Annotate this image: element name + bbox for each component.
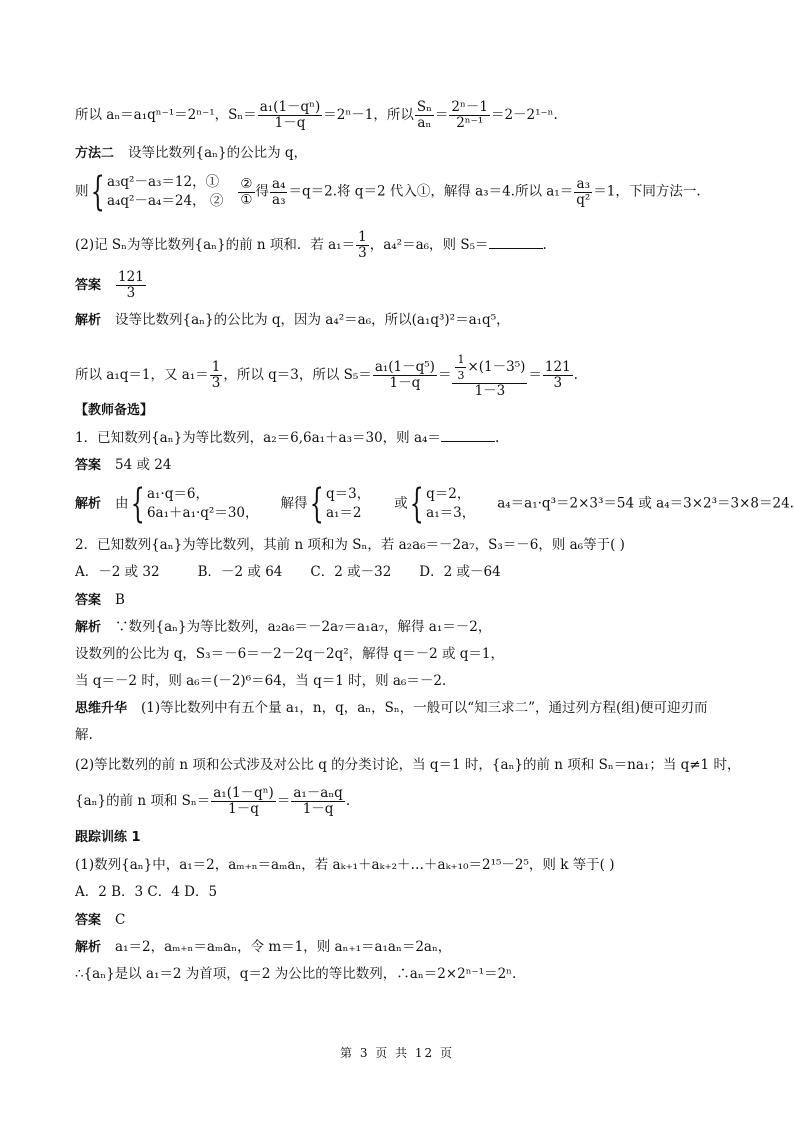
equation-system xyxy=(89,169,224,215)
text: (2)记 Sₙ为等比数列{aₙ}的前 n 项和．若 a₁＝ xyxy=(75,237,356,253)
question-2-line: 2．已知数列{aₙ}为等比数列，其前 n 项和为 Sₙ，若 a₂a₆＝－2a₇，S₃＝－6，则 a₆等于( ) xyxy=(75,537,625,553)
text: ＝ xyxy=(528,367,542,383)
numerator: a₁(1－qⁿ) xyxy=(213,785,274,801)
denominator: 3 xyxy=(553,375,563,391)
analysis-line-3: 当 q＝－2 时，则 a₆＝(－2)⁶＝64，当 q＝1 时，则 a₆＝－2. xyxy=(75,673,447,689)
fraction xyxy=(543,360,573,391)
answer-label: 答案 xyxy=(75,278,102,293)
denominator: 1－q xyxy=(302,801,334,817)
equation-row: a₄q²－a₄＝24， ② xyxy=(106,193,224,209)
analysis-label: 解析 xyxy=(75,496,102,512)
text: ，a₄²＝a₆，则 S₅＝ xyxy=(369,237,489,253)
denominator: 3 xyxy=(358,245,367,261)
option-d: D．2 或－64 xyxy=(419,564,501,580)
text: ＝ xyxy=(437,367,452,383)
line-1 xyxy=(75,100,558,131)
practice-question: (1)数列{aₙ}中，a₁＝2，aₘ₊ₙ＝aₘaₙ，若 aₖ₊₁＋aₖ₊₂＋…＋aₖ₊₁₀＝2¹⁵－2⁵，则 k 等于( ) xyxy=(75,857,615,873)
fraction xyxy=(356,230,369,261)
denominator: 1－3 xyxy=(474,383,506,399)
numerator: 1 xyxy=(457,353,465,366)
text: ＝2ⁿ－1，所以 xyxy=(323,107,414,123)
numerator: a₄ xyxy=(272,175,286,192)
text: 1．已知数列{aₙ}为等比数列，a₂＝6,6a₁＋a₃＝30，则 a₄＝ xyxy=(75,430,441,446)
fraction xyxy=(210,360,223,391)
denominator: 3 xyxy=(211,375,221,391)
denominator: ① xyxy=(240,191,253,208)
text: 所以 aₙ＝a₁qⁿ⁻¹＝2ⁿ⁻¹，Sₙ＝ xyxy=(75,107,257,123)
numerator: a₁－aₙq xyxy=(293,785,343,801)
text: (1)等比数列中有五个量 a₁，n，q，aₙ，Sₙ，一般可以“知三求二”，通过列方程(组)便可迎刃而 xyxy=(141,700,708,716)
analysis-line xyxy=(75,618,491,637)
text: a₄＝a₁·q³＝2×3³＝54 或 a₄＝3×2³＝3×8＝24. xyxy=(497,495,794,512)
analysis-line-2: ∴{aₙ}是以 a₁＝2 为首项，q＝2 为公比的等比数列，∴aₙ＝2×2ⁿ⁻¹＝2ⁿ. xyxy=(75,966,517,982)
text: 设等比数列{aₙ}的公比为 q， xyxy=(128,145,308,161)
fraction xyxy=(291,786,345,817)
denominator: 3 xyxy=(126,285,136,301)
answer-value: 54 或 24 xyxy=(115,457,172,473)
text: 设等比数列{aₙ}的公比为 q，因为 a₄²＝a₆，所以(a₁q³)²＝a₁q⁵， xyxy=(115,312,510,328)
answer-line xyxy=(75,456,171,475)
summary-label: 思维升华 xyxy=(75,701,128,716)
answer-value: B xyxy=(115,592,125,608)
numerator: ② xyxy=(240,175,253,192)
text: 或 xyxy=(394,495,408,512)
denominator: 1－q xyxy=(389,375,421,391)
analysis-line xyxy=(75,311,510,330)
page-footer: 第 3 页 共 12 页 xyxy=(340,1046,454,1060)
text: ＝1，下同方法一. xyxy=(593,183,701,200)
answer-line xyxy=(75,911,125,930)
numerator: a₃ xyxy=(574,177,592,193)
answer-blank xyxy=(489,236,543,249)
numerator: 1 xyxy=(211,359,221,375)
question-1-line xyxy=(75,429,499,447)
text: 由 xyxy=(115,495,129,512)
analysis-label: 解析 xyxy=(75,940,102,955)
equation-row: a₁＝3， xyxy=(426,505,476,521)
equation-row: a₁·q＝6， xyxy=(146,486,209,502)
compound-fraction xyxy=(452,352,527,399)
option-b: B．－2 或 64 xyxy=(197,564,283,580)
summary-formula-line xyxy=(75,786,350,817)
brace-icon: { xyxy=(130,481,145,527)
text: a₁＝2，aₘ₊ₙ＝aₘaₙ，令 m＝1，则 aₙ₊₁＝a₁aₙ＝2aₙ， xyxy=(115,939,452,955)
analysis-line-2 xyxy=(75,352,578,399)
teacher-section-title: 【教师备选】 xyxy=(75,403,154,418)
analysis-line xyxy=(75,938,451,957)
equation-system xyxy=(308,481,371,527)
answer-label: 答案 xyxy=(75,593,102,608)
text: . xyxy=(573,367,578,383)
denominator: 3 xyxy=(457,369,465,382)
text: ＝q＝2.将 q＝2 代入①，解得 a₃＝4.所以 a₁＝ xyxy=(288,183,574,200)
options-line xyxy=(75,563,501,581)
summary-line xyxy=(75,699,708,718)
fraction xyxy=(449,100,490,131)
fraction xyxy=(211,786,276,817)
numerator: 121 xyxy=(544,359,571,375)
text: 解得 xyxy=(280,495,308,512)
fraction xyxy=(270,177,287,208)
brace-icon: { xyxy=(309,481,324,527)
numerator: 2ⁿ－1 xyxy=(451,99,488,115)
text: 则 xyxy=(75,183,89,200)
text: ＝2－2¹⁻ⁿ. xyxy=(490,107,558,123)
text: ＝ xyxy=(276,793,291,809)
fraction xyxy=(258,100,323,131)
text: ，所以 q＝3，所以 S₅＝ xyxy=(223,367,372,383)
answer-line xyxy=(75,270,147,301)
text: ∵数列{aₙ}为等比数列，a₂a₆＝－2a₇＝a₁a₇，解得 a₁＝－2， xyxy=(115,619,492,635)
text: . xyxy=(494,430,500,446)
text: {aₙ}的前 n 项和 Sₙ＝ xyxy=(75,793,211,809)
numerator: a₁(1－qⁿ) xyxy=(259,99,321,115)
equation-row: a₃q²－a₃＝12，① xyxy=(106,174,220,190)
summary-line-3: (2)等比数列的前 n 项和公式涉及对公比 q 的分类讨论，当 q＝1 时，{aₙ}的前 n 项和 Sₙ＝na₁；当 q≠1 时， xyxy=(75,757,741,773)
numerator: Sₙ xyxy=(416,99,432,115)
answer-line xyxy=(75,591,125,610)
options-line: A．2 B．3 C．4 D．5 xyxy=(75,884,218,900)
summary-line-2: 解. xyxy=(75,727,93,743)
option-a: A．－2 或 32 xyxy=(75,564,160,580)
fraction xyxy=(574,177,592,208)
text: . xyxy=(542,237,547,253)
denominator: 1－q xyxy=(274,115,306,131)
answer-blank xyxy=(441,429,495,442)
equation-row: 6a₁＋a₁·q²＝30， xyxy=(146,505,259,521)
analysis-label: 解析 xyxy=(75,620,102,635)
denominator: 2ⁿ⁻¹ xyxy=(456,115,484,131)
numerator: 121 xyxy=(118,269,144,285)
text: ×(1－3⁵) xyxy=(467,359,526,375)
text: ＝ xyxy=(434,107,449,123)
answer-value: C xyxy=(115,912,126,928)
brace-icon: { xyxy=(409,481,424,527)
denominator: q² xyxy=(576,191,591,208)
circled-fraction xyxy=(238,177,254,208)
practice-title: 跟踪训练 1 xyxy=(75,830,141,845)
question-2-line xyxy=(75,230,547,261)
numerator: a₁(1－q⁵) xyxy=(374,359,435,375)
text: 所以 a₁q＝1，又 a₁＝ xyxy=(75,367,209,383)
denominator: 1－q xyxy=(228,801,259,817)
analysis-label: 解析 xyxy=(75,313,102,328)
fraction xyxy=(116,270,146,301)
text: . xyxy=(345,793,351,809)
equation-system xyxy=(129,481,259,527)
fraction xyxy=(415,100,434,131)
numerator: 1 xyxy=(358,229,367,245)
brace-icon: { xyxy=(90,169,105,215)
equation-row: q＝3， xyxy=(325,486,371,502)
method-two-line xyxy=(75,144,307,163)
answer-label: 答案 xyxy=(75,913,102,928)
denominator: a₃ xyxy=(272,191,286,208)
option-c: C．2 或－32 xyxy=(310,564,392,580)
method-label: 方法二 xyxy=(75,146,115,161)
fraction xyxy=(373,360,437,391)
text: 得 xyxy=(255,183,270,200)
answer-label: 答案 xyxy=(75,458,102,473)
equation-row: a₁＝2 xyxy=(325,505,362,521)
equation-system-line xyxy=(75,169,701,215)
analysis-line-2: 设数列的公比为 q，S₃＝－6＝－2－2q－2q²，解得 q＝－2 或 q＝1， xyxy=(75,646,504,662)
equation-row: q＝2， xyxy=(426,486,471,502)
numerator xyxy=(452,352,527,384)
analysis-line xyxy=(75,481,794,527)
equation-system xyxy=(408,481,476,527)
denominator: aₙ xyxy=(417,115,432,131)
